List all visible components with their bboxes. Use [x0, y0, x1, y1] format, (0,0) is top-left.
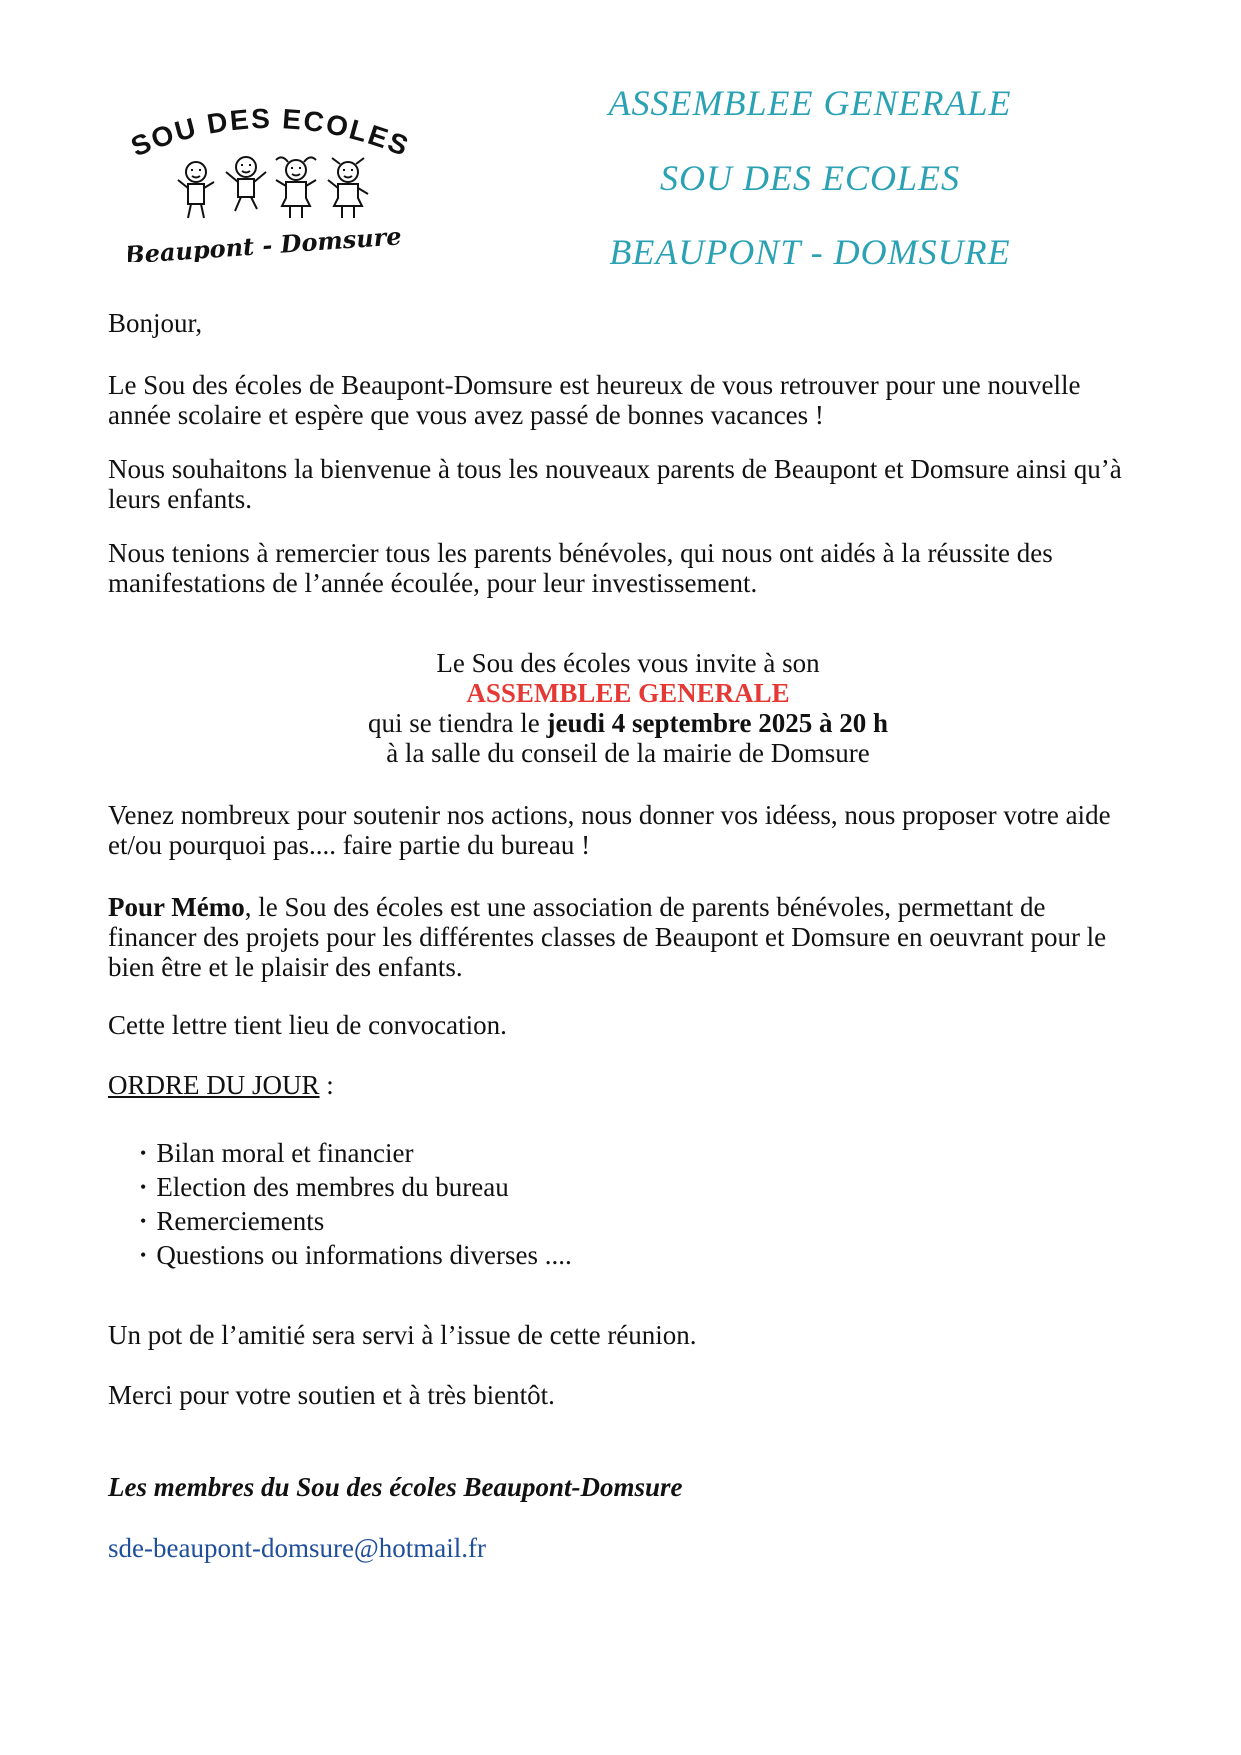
- invitation-highlight: ASSEMBLEE GENERALE: [466, 678, 790, 708]
- agenda-heading: [108, 1070, 1128, 1100]
- logo-image: [128, 92, 428, 262]
- paragraph-call-to-action: Venez nombreux pour soutenir nos actions, nous donner vos idéess, nous proposer votre aide et/ou pourquoi pas.... faire partie du bureau !: [108, 800, 1111, 860]
- invitation-line-1: Le Sou des écoles vous invite à son: [436, 648, 820, 678]
- closing-thanks: Merci pour votre soutien et à très bientôt.: [108, 1380, 555, 1410]
- paragraph-thanks-volunteers: Nous tenions à remercier tous les parents bénévoles, qui nous ont aidés à la réussite des manifestations de l’année écoulée, pour leur investissement.: [108, 538, 1053, 598]
- paragraph-memo: [108, 892, 1128, 982]
- logo: [128, 92, 428, 262]
- invitation-date: jeudi 4 septembre 2025 à 20 h: [546, 708, 888, 738]
- title-line-3: BEAUPONT - DOMSURE: [609, 232, 1011, 272]
- convocation-note: Cette lettre tient lieu de convocation.: [108, 1010, 507, 1040]
- greeting: Bonjour,: [108, 308, 203, 338]
- contact-email[interactable]: sde-beaupont-domsure@hotmail.fr: [108, 1533, 487, 1563]
- invitation-date-line: [108, 708, 1148, 738]
- agenda-item: • Election des membres du bureau: [140, 1172, 572, 1206]
- agenda-item: • Remerciements: [140, 1206, 572, 1240]
- closing-pot: Un pot de l’amitié sera servi à l’issue de cette réunion.: [108, 1320, 697, 1350]
- agenda-list: [140, 1138, 572, 1274]
- memo-label: Pour Mémo: [108, 892, 245, 922]
- title-line-2: SOU DES ECOLES: [660, 158, 960, 198]
- children-drawing: [178, 157, 368, 218]
- logo-bottom-text: Beaupont - Domsure: [128, 221, 403, 262]
- logo-top-text: SOU DES ECOLES: [128, 102, 415, 163]
- agenda-title-suffix: :: [319, 1070, 334, 1100]
- agenda-item: • Bilan moral et financier: [140, 1138, 572, 1172]
- invitation-location: à la salle du conseil de la mairie de Domsure: [386, 738, 870, 768]
- agenda-item: • Questions ou informations diverses ....: [140, 1240, 572, 1274]
- signature: Les membres du Sou des écoles Beaupont-Domsure: [108, 1472, 683, 1502]
- paragraph-welcome-back: Le Sou des écoles de Beaupont-Domsure est heureux de vous retrouver pour une nouvelle année scolaire et espère que vous avez passé de bonnes vacances !: [108, 370, 1081, 430]
- svg-text:SOU DES ECOLES: [128, 103, 414, 163]
- title-line-1: ASSEMBLEE GENERALE: [608, 83, 1012, 123]
- paragraph-new-parents: Nous souhaitons la bienvenue à tous les nouveaux parents de Beaupont et Domsure ainsi qu’à leurs enfants.: [108, 454, 1122, 514]
- memo-text: , le Sou des écoles est une association de parents bénévoles, permettant de financer des projets pour les différentes classes de Beaupont et Domsure en oeuvrant pour le bien être et le plaisir des enfants.: [108, 892, 1107, 982]
- invitation-date-prefix: qui se tiendra le: [368, 708, 547, 738]
- invitation-block: [108, 648, 1148, 768]
- agenda-title: ORDRE DU JOUR: [108, 1070, 320, 1100]
